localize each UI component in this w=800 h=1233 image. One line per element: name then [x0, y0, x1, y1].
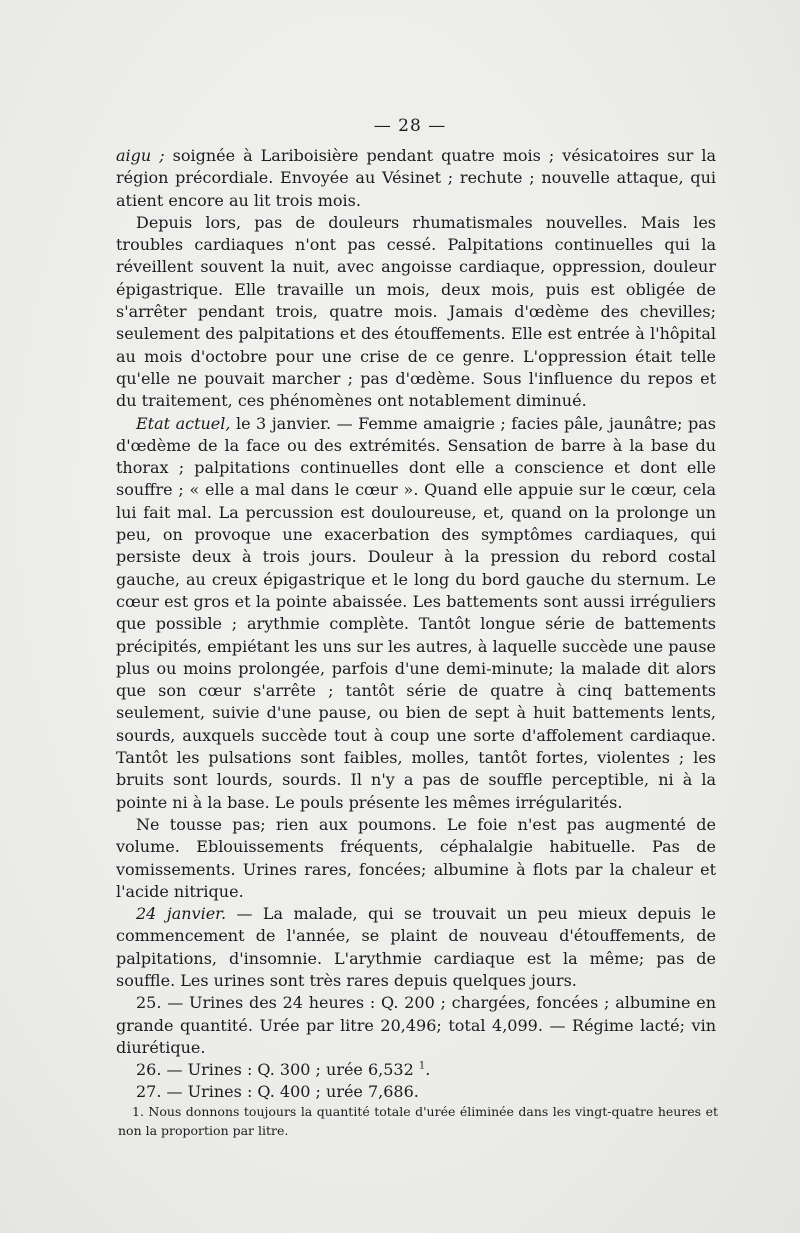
paragraph-day-27	[116, 1081, 716, 1103]
paragraph-day-25	[116, 992, 716, 1059]
footnote-text: 1. Nous donnons toujours la quantité totale d'urée éliminée dans les vingt-quatre heures et non la proportion par litre.	[118, 1104, 718, 1138]
paragraph-text: — La malade, qui se trouvait un peu mieux depuis le commencement de l'année, se plaint de nouveau d'étouffements, de palpitations, d'insomnie. L'arythmie cardiaque est la même; pas de souffle. Les urines sont très rares depuis quelques jours.	[116, 904, 717, 990]
paragraph-day-26	[116, 1059, 716, 1081]
italic-lead: aigu ;	[116, 146, 165, 165]
paragraph-text: le 3 janvier. — Femme amaigrie ; facies pâle, jaunâtre; pas d'œdème de la face ou des extrémités. Sensation de barre à la base du thorax ; palpitations continuelles dont elle a conscience et dont elle souffre ; « elle a mal dans le cœur ». Quand elle appuie sur le cœur, cela lui fait mal. La percussion est douloureuse, et, quand on la prolonge un peu, on provoque une exacerbation des symptômes cardiaques, qui persiste deux à trois jours. Douleur à la pression du rebord costal gauche, au creux épigastrique et le long du bord gauche du sternum. Le cœur est gros et la pointe abaissée. Les battements sont aussi irréguliers que possible ; arythmie complète. Tantôt longue série de battements précipités, empiétant les uns sur les autres, à laquelle succède une pause plus ou moins prolongée, parfois d'une demi-minute; la malade dit alors que son cœur s'arrête ; tantôt série de quatre à cinq battements seulement, suivie d'une pause, ou bien de sept à huit battements lents, sourds, auxquels succède tout à coup une sorte d'affolement cardiaque. Tantôt les pulsations sont faibles, molles, tantôt fortes, violentes ; les bruits sont lourds, sourds. Il n'y a pas de souffle perceptible, ni à la pointe ni à la base. Le pouls présente les mêmes irrégularités.	[116, 413, 717, 812]
paragraph-history	[116, 212, 716, 413]
paragraph-text: 26. — Urines : Q. 300 ; urée 6,532	[136, 1060, 414, 1080]
italic-lead: 24 janvier.	[136, 904, 227, 924]
paragraph-text: soignée à Lariboisière pendant quatre mois ; vésicatoires sur la région précordiale. Envoyée au Vésinet ; rechute ; nouvelle attaque, qui atient encore au lit trois mois.	[116, 146, 717, 210]
paragraph-text: Depuis lors, pas de douleurs rhumatismales nouvelles. Mais les troubles cardiaques n'ont pas cessé. Palpitations continuelles qui la réveillent souvent la nuit, avec angoisse cardiaque, oppression, douleur épigastrique. Elle travaille un mois, deux mois, puis est obligée de s'arrêter pendant trois, quatre mois. Jamais d'œdème des chevilles; seulement des palpitations et des étouffements. Elle est entrée à l'hôpital au mois d'octobre pour une crise de ce genre. L'oppression était telle qu'elle ne pouvait marcher ; pas d'œdème. Sous l'influence du repos et du traitement, ces phénomènes ont notablement diminué.	[116, 212, 716, 411]
paragraph-examination	[116, 814, 716, 903]
paragraph-tail: .	[425, 1060, 431, 1080]
paragraph-etat-actuel	[116, 413, 716, 814]
paragraph-24-janvier	[116, 903, 716, 992]
italic-lead: Etat actuel,	[136, 413, 231, 433]
paragraph-text: Ne tousse pas; rien aux poumons. Le foie n'est pas augmenté de volume. Eblouissements fréquents, céphalalgie habituelle. Pas de vomissements. Urines rares, foncées; albumine à flots par la chaleur et l'acide nitrique.	[116, 814, 716, 901]
paragraph-text: 25. — Urines des 24 heures : Q. 200 ; chargées, foncées ; albumine en grande quantité. Urée par litre 20,496; total 4,099. — Régime lacté; vin diurétique.	[116, 993, 716, 1057]
footnote	[118, 1102, 718, 1140]
paragraph-aigu	[116, 145, 716, 212]
paragraph-text: 27. — Urines : Q. 400 ; urée 7,686.	[136, 1082, 419, 1102]
footnote-marker: 1	[418, 1060, 426, 1072]
body-text	[116, 145, 716, 1104]
page-number: — 28 —	[373, 116, 447, 136]
